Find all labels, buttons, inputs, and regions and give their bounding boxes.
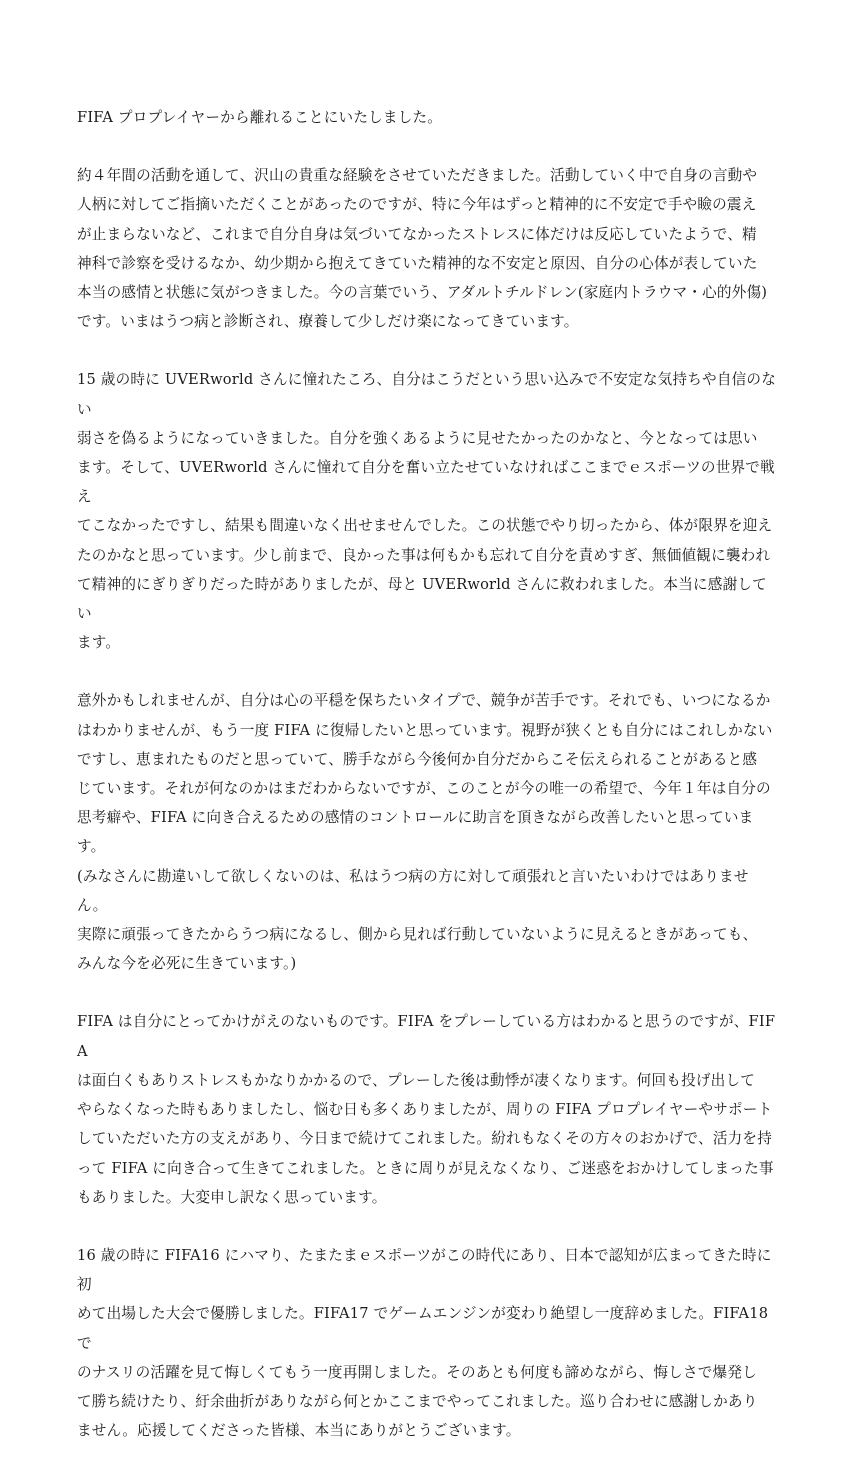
paragraph-gratitude-fifa: FIFA は自分にとってかけがえのないものです。FIFA をプレーしている方はわかると思うのですが、FIFA は面白くもありストレスもかなりかかるので、プレーした後は動悸が凄くなります。何回も投げ出して やらなくなった時もありましたし、悩む日も多くありましたが、周りの FIFA プロプレイヤーやサポート していただいた方の支えがあり、今日まで続けてこれました。紛れもなくその方々のおかげで、活力を持 って FIFA に向き合って生きてこれました。ときに周りが見えなくなり、ご迷惑をおかけしてしまった事 もありました。大変申し訳なく思っています。	[77, 1013, 776, 1206]
paragraph-health: 約４年間の活動を通して、沢山の貴重な経験をさせていただきました。活動していく中で自身の言動や 人柄に対してご指摘いただくことがあったのですが、特に今年はずっと精神的に不安定で手や瞼の震え が止まらないなど、これまで自分自身は気づいてなかったストレスに体だけは反応していたようで、精 神科で診察を受けるなか、幼少期から抱えてきていた精神的な不安定と原因、自分の心体が表していた 本当の感情と状態に気がつきました。今の言葉でいう、アダルトチルドレン(家庭内トラウマ・心的外傷) です。いまはうつ病と診断され、療養して少しだけ楽になってきています。	[77, 167, 768, 331]
paragraph-history: 16 歳の時に FIFA16 にハマり、たまたまｅスポーツがこの時代にあり、日本で認知が広まってきた時に初 めて出場した大会で優勝しました。FIFA17 でゲームエンジンが変わり絶望し一度辞めました。FIFA18 で のナスリの活躍を見て悔しくてもう一度再開しました。そのあとも何度も諦めながら、悔しさで爆発し て勝ち続けたり、紆余曲折がありながら何とかここまでやってこれました。巡り合わせに感謝しかあり ません。応援してくださった皆様、本当にありがとうございます。	[77, 1246, 772, 1440]
paragraph-announcement: FIFA プロプレイヤーから離れることにいたしました。	[77, 109, 443, 126]
document-body	[77, 103, 777, 1474]
paragraph-future: 意外かもしれませんが、自分は心の平穏を保ちたいタイプで、競争が苦手です。それでも、いつになるか はわかりませんが、もう一度 FIFA に復帰したいと思っています。視野が狭くとも自分にはこれしかない ですし、恵まれたものだと思っていて、勝手ながら今後何か自分だからこそ伝えられることがあると感 じています。それが何なのかはまだわからないですが、このことが今の唯一の希望で、今年１年は自分の 思考癖や、FIFA に向き合えるための感情のコントロールに助言を頂きながら改善したいと思っています。 (みなさんに勘違いして欲しくないのは、私はうつ病の方に対して頑張れと言いたいわけではありません。 実際に頑張ってきたからうつ病になるし、側から見れば行動していないように見えるときがあっても、 みんな今を必死に生きています。)	[77, 692, 773, 973]
paragraph-uverworld: 15 歳の時に UVERworld さんに憧れたころ、自分はこうだという思い込みで不安定な気持ちや自信のない 弱さを偽るようになっていきました。自分を強くあるように見せたかったのかなと、今となっては思い ます。そして、UVERworld さんに憧れて自分を奮い立たせていなければここまでｅスポーツの世界で戦え てこなかったですし、結果も間違いなく出せませんでした。この状態でやり切ったから、体が限界を迎え たのかなと思っています。少し前まで、良かった事は何もかも忘れて自分を責めすぎ、無価値観に襲われ て精神的にぎりぎりだった時がありましたが、母と UVERworld さんに救われました。本当に感謝してい ます。	[77, 371, 776, 652]
